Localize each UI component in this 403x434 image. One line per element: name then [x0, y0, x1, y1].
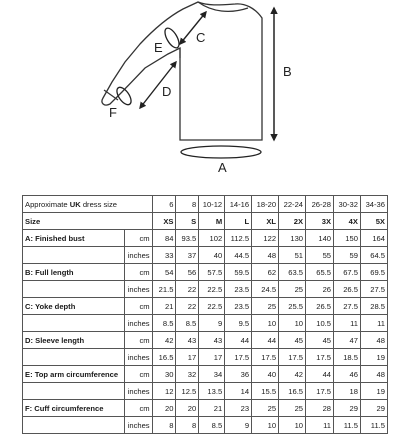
value-cell: 28: [306, 400, 334, 417]
value-cell: 34: [199, 366, 225, 383]
measurement-label: [23, 315, 125, 332]
label-c: C: [196, 30, 206, 45]
value-cell: 42: [152, 332, 176, 349]
value-cell: 26.5: [334, 281, 361, 298]
measurement-label: [23, 383, 125, 400]
value-cell: 25: [279, 281, 306, 298]
value-cell: 29: [334, 400, 361, 417]
label-e: E: [154, 40, 163, 55]
value-cell: 21.5: [152, 281, 176, 298]
value-cell: 27.5: [334, 298, 361, 315]
measurement-row: [23, 281, 388, 298]
label-d: D: [162, 84, 172, 99]
value-cell: 44: [306, 366, 334, 383]
value-cell: 19: [360, 349, 387, 366]
unit-cell: inches: [124, 281, 152, 298]
value-cell: 17.5: [306, 349, 334, 366]
value-cell: 69.5: [360, 264, 387, 281]
value-cell: 59: [334, 247, 361, 264]
measurement-row: [23, 247, 388, 264]
size-cell: 4X: [334, 213, 361, 230]
measurement-row: [23, 298, 388, 315]
value-cell: 122: [252, 230, 279, 247]
value-cell: 93.5: [176, 230, 199, 247]
sweater-schematic: [0, 0, 403, 185]
value-cell: 46: [334, 366, 361, 383]
size-cell: XS: [152, 213, 176, 230]
value-cell: 18: [334, 383, 361, 400]
value-cell: 48: [360, 332, 387, 349]
unit-cell: inches: [124, 349, 152, 366]
value-cell: 48: [360, 366, 387, 383]
value-cell: 45: [306, 332, 334, 349]
dress-size-cell: 18-20: [252, 196, 279, 213]
value-cell: 19: [360, 383, 387, 400]
measurement-label: A: Finished bust: [23, 230, 125, 247]
value-cell: 26: [306, 281, 334, 298]
value-cell: 37: [176, 247, 199, 264]
value-cell: 44.5: [225, 247, 252, 264]
size-cell: 3X: [306, 213, 334, 230]
dress-size-cell: 14-16: [225, 196, 252, 213]
measurement-label: B: Full length: [23, 264, 125, 281]
value-cell: 33: [152, 247, 176, 264]
label-a: A: [218, 160, 227, 175]
value-cell: 26.5: [306, 298, 334, 315]
measurement-row: [23, 349, 388, 366]
value-cell: 130: [279, 230, 306, 247]
value-cell: 140: [306, 230, 334, 247]
value-cell: 8.5: [199, 417, 225, 434]
measurement-row: [23, 417, 388, 434]
value-cell: 21: [152, 298, 176, 315]
value-cell: 10: [252, 315, 279, 332]
value-cell: 29: [360, 400, 387, 417]
size-cell: L: [225, 213, 252, 230]
value-cell: 150: [334, 230, 361, 247]
value-cell: 17.5: [279, 349, 306, 366]
value-cell: 67.5: [334, 264, 361, 281]
measurement-label: [23, 349, 125, 366]
value-cell: 13.5: [199, 383, 225, 400]
dress-size-header-uk: UK: [69, 199, 81, 209]
value-cell: 164: [360, 230, 387, 247]
sweater-body-outline: [102, 2, 262, 140]
value-cell: 30: [152, 366, 176, 383]
value-cell: 25.5: [279, 298, 306, 315]
value-cell: 32: [176, 366, 199, 383]
value-cell: 17: [176, 349, 199, 366]
measure-a-loop: [181, 146, 261, 158]
dress-size-cell: 6: [152, 196, 176, 213]
size-cell: 2X: [279, 213, 306, 230]
value-cell: 9: [199, 315, 225, 332]
size-cell: M: [199, 213, 225, 230]
value-cell: 23.5: [225, 281, 252, 298]
value-cell: 12: [152, 383, 176, 400]
label-b: B: [283, 64, 292, 79]
value-cell: 22: [176, 298, 199, 315]
value-cell: 11: [334, 315, 361, 332]
value-cell: 51: [279, 247, 306, 264]
value-cell: 11.5: [360, 417, 387, 434]
value-cell: 8.5: [152, 315, 176, 332]
size-chart-table: [22, 195, 388, 434]
value-cell: 48: [252, 247, 279, 264]
value-cell: 42: [279, 366, 306, 383]
value-cell: 36: [225, 366, 252, 383]
value-cell: 57.5: [199, 264, 225, 281]
size-cell: XL: [252, 213, 279, 230]
measurement-row: [23, 332, 388, 349]
measurement-label: D: Sleeve length: [23, 332, 125, 349]
value-cell: 28.5: [360, 298, 387, 315]
measurement-row: [23, 400, 388, 417]
value-cell: 12.5: [176, 383, 199, 400]
dress-size-header: [23, 196, 153, 213]
size-header: Size: [23, 213, 153, 230]
unit-cell: cm: [124, 230, 152, 247]
value-cell: 23.5: [225, 298, 252, 315]
measurement-row: [23, 366, 388, 383]
value-cell: 24.5: [252, 281, 279, 298]
dress-size-cell: 8: [176, 196, 199, 213]
measurement-row: [23, 383, 388, 400]
value-cell: 8: [176, 417, 199, 434]
dress-size-header-prefix: Approximate: [25, 199, 70, 209]
unit-cell: cm: [124, 366, 152, 383]
measurement-label: [23, 417, 125, 434]
value-cell: 10.5: [306, 315, 334, 332]
unit-cell: inches: [124, 417, 152, 434]
value-cell: 10: [279, 315, 306, 332]
value-cell: 20: [152, 400, 176, 417]
value-cell: 18.5: [334, 349, 361, 366]
label-f: F: [109, 105, 117, 120]
value-cell: 17.5: [225, 349, 252, 366]
value-cell: 8: [152, 417, 176, 434]
measure-e-loop: [162, 26, 182, 50]
value-cell: 17.5: [306, 383, 334, 400]
value-cell: 8.5: [176, 315, 199, 332]
value-cell: 9: [225, 417, 252, 434]
value-cell: 84: [152, 230, 176, 247]
value-cell: 55: [306, 247, 334, 264]
value-cell: 44: [225, 332, 252, 349]
measurement-row: [23, 264, 388, 281]
size-cell: 5X: [360, 213, 387, 230]
value-cell: 62: [252, 264, 279, 281]
value-cell: 22.5: [199, 281, 225, 298]
dress-size-cell: 30-32: [334, 196, 361, 213]
value-cell: 20: [176, 400, 199, 417]
dress-size-header-suffix: dress size: [80, 199, 118, 209]
value-cell: 44: [252, 332, 279, 349]
measurement-label: E: Top arm circumference: [23, 366, 125, 383]
measurement-label: [23, 281, 125, 298]
measurement-label: [23, 247, 125, 264]
value-cell: 45: [279, 332, 306, 349]
value-cell: 15.5: [252, 383, 279, 400]
value-cell: 11: [306, 417, 334, 434]
value-cell: 25: [252, 400, 279, 417]
unit-cell: cm: [124, 332, 152, 349]
value-cell: 21: [199, 400, 225, 417]
value-cell: 27.5: [360, 281, 387, 298]
measurement-label: C: Yoke depth: [23, 298, 125, 315]
value-cell: 43: [176, 332, 199, 349]
measurement-row: [23, 315, 388, 332]
dress-size-cell: 34-36: [360, 196, 387, 213]
dress-size-row: [23, 196, 388, 213]
value-cell: 9.5: [225, 315, 252, 332]
size-cell: S: [176, 213, 199, 230]
measurement-row: [23, 230, 388, 247]
value-cell: 10: [252, 417, 279, 434]
value-cell: 54: [152, 264, 176, 281]
unit-cell: cm: [124, 298, 152, 315]
value-cell: 64.5: [360, 247, 387, 264]
unit-cell: cm: [124, 264, 152, 281]
value-cell: 63.5: [279, 264, 306, 281]
cuff-line: [104, 90, 118, 100]
value-cell: 43: [199, 332, 225, 349]
value-cell: 11: [360, 315, 387, 332]
value-cell: 11.5: [334, 417, 361, 434]
value-cell: 16.5: [279, 383, 306, 400]
unit-cell: inches: [124, 315, 152, 332]
value-cell: 65.5: [306, 264, 334, 281]
value-cell: 22: [176, 281, 199, 298]
dress-size-cell: 26-28: [306, 196, 334, 213]
value-cell: 59.5: [225, 264, 252, 281]
value-cell: 25: [252, 298, 279, 315]
value-cell: 23: [225, 400, 252, 417]
value-cell: 10: [279, 417, 306, 434]
value-cell: 47: [334, 332, 361, 349]
measurement-label: F: Cuff circumference: [23, 400, 125, 417]
dress-size-cell: 22-24: [279, 196, 306, 213]
value-cell: 40: [199, 247, 225, 264]
value-cell: 17: [199, 349, 225, 366]
value-cell: 14: [225, 383, 252, 400]
size-row: [23, 213, 388, 230]
value-cell: 25: [279, 400, 306, 417]
unit-cell: inches: [124, 247, 152, 264]
value-cell: 16.5: [152, 349, 176, 366]
value-cell: 40: [252, 366, 279, 383]
dress-size-cell: 10-12: [199, 196, 225, 213]
value-cell: 22.5: [199, 298, 225, 315]
value-cell: 112.5: [225, 230, 252, 247]
value-cell: 102: [199, 230, 225, 247]
unit-cell: inches: [124, 383, 152, 400]
value-cell: 56: [176, 264, 199, 281]
unit-cell: cm: [124, 400, 152, 417]
value-cell: 17.5: [252, 349, 279, 366]
